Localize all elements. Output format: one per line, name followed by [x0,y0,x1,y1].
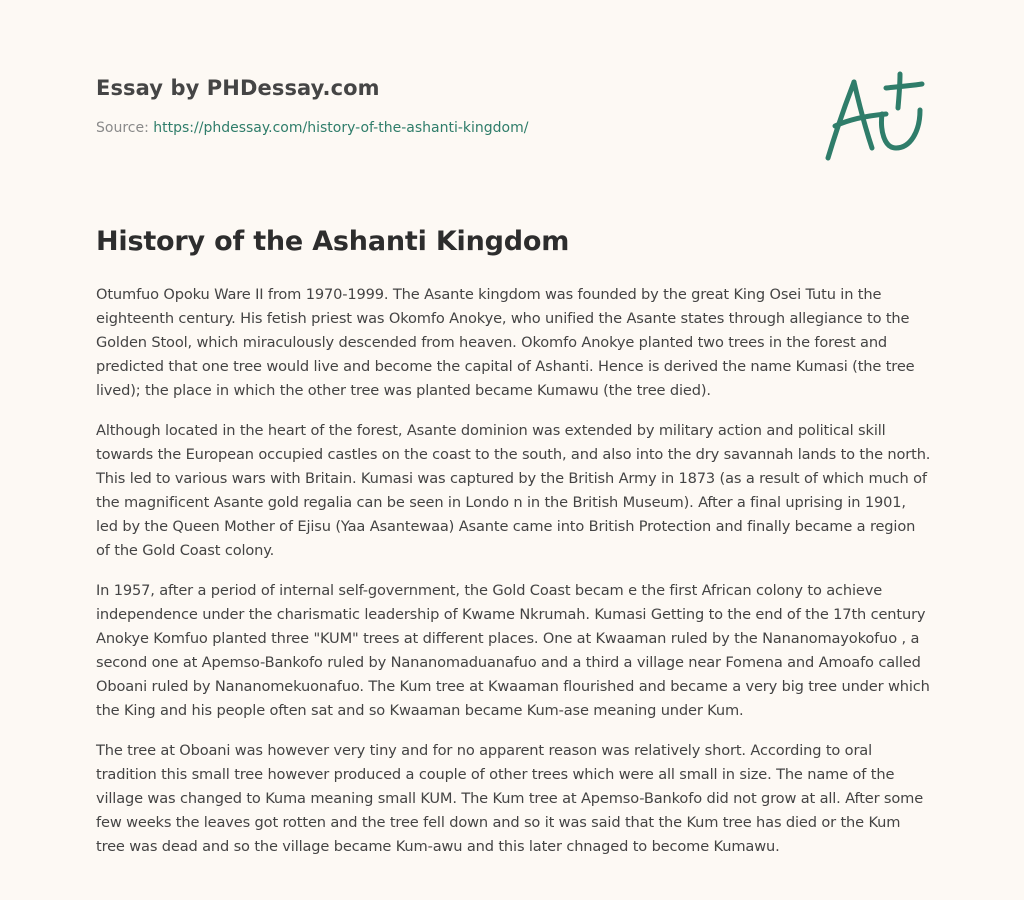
article-paragraph: The tree at Oboani was however very tiny and for no apparent reason was relatively short. According to oral tradition this small tree however produced a couple of other trees which were all small in size. The name of the village was changed to Kuma meaning small KUM. The Kum tree at Apemso-Bankofo did not grow at all. After some few weeks the leaves got rotten and the tree fell down and so it was said that the Kum tree has died or the Kum tree was dead and so the village became Kum-awu and this later chnaged to become Kumawu. [96,742,924,855]
source-link[interactable]: https://phdessay.com/history-of-the-ashanti-kingdom/ [153,120,529,136]
document-header [96,76,528,136]
brand-title: Essay by PHDessay.com [96,76,380,100]
article [96,226,932,875]
article-paragraph: In 1957, after a period of internal self-government, the Gold Coast becam e the first African colony to achieve independence under the charismatic leadership of Kwame Nkrumah. Kumasi Getting to the end of the 17th century Anokye Komfuo planted three "KUM" trees at different places. One at Kwaaman ruled by the Nananomayokofuo , a second one at Apemso-Bankofo ruled by Nananomaduanafuo and a third a village near Fomena and Amoafo called Oboani ruled by Nananomekuonafuo. The Kum tree at Kwaaman flourished and became a very big tree under which the King and his people often sat and so Kwaaman became Kum-ase meaning under Kum. [96,582,930,719]
article-paragraph: Although located in the heart of the forest, Asante dominion was extended by military action and political skill towards the European occupied castles on the coast to the south, and also into the dry savannah lands to the north. This led to various wars with Britain. Kumasi was captured by the British Army in 1873 (as a result of which much of the magnificent Asante gold regalia can be seen in Londo n in the British Museum). After a final uprising in 1901, led by the Queen Mother of Ejisu (Yaa Asantewaa) Asante came into British Protection and finally became a region of the Gold Coast colony. [96,422,931,559]
source-label: Source: [96,120,154,136]
source-line [96,120,528,136]
article-paragraph: Otumfuo Opoku Ware II from 1970-1999. The Asante kingdom was founded by the great King Osei Tutu in the eighteenth century. His fetish priest was Okomfo Anokye, who unified the Asante states through allegiance to the Golden Stool, which miraculously descended from heaven. Okomfo Anokye planted two trees in the forest and predicted that one tree would live and become the capital of Ashanti. Hence is derived the name Kumasi (the tree lived); the place in which the other tree was planted became Kumawu (the tree died). [96,286,915,399]
article-title: History of the Ashanti Kingdom [96,226,570,257]
a-plus-icon [820,68,930,164]
